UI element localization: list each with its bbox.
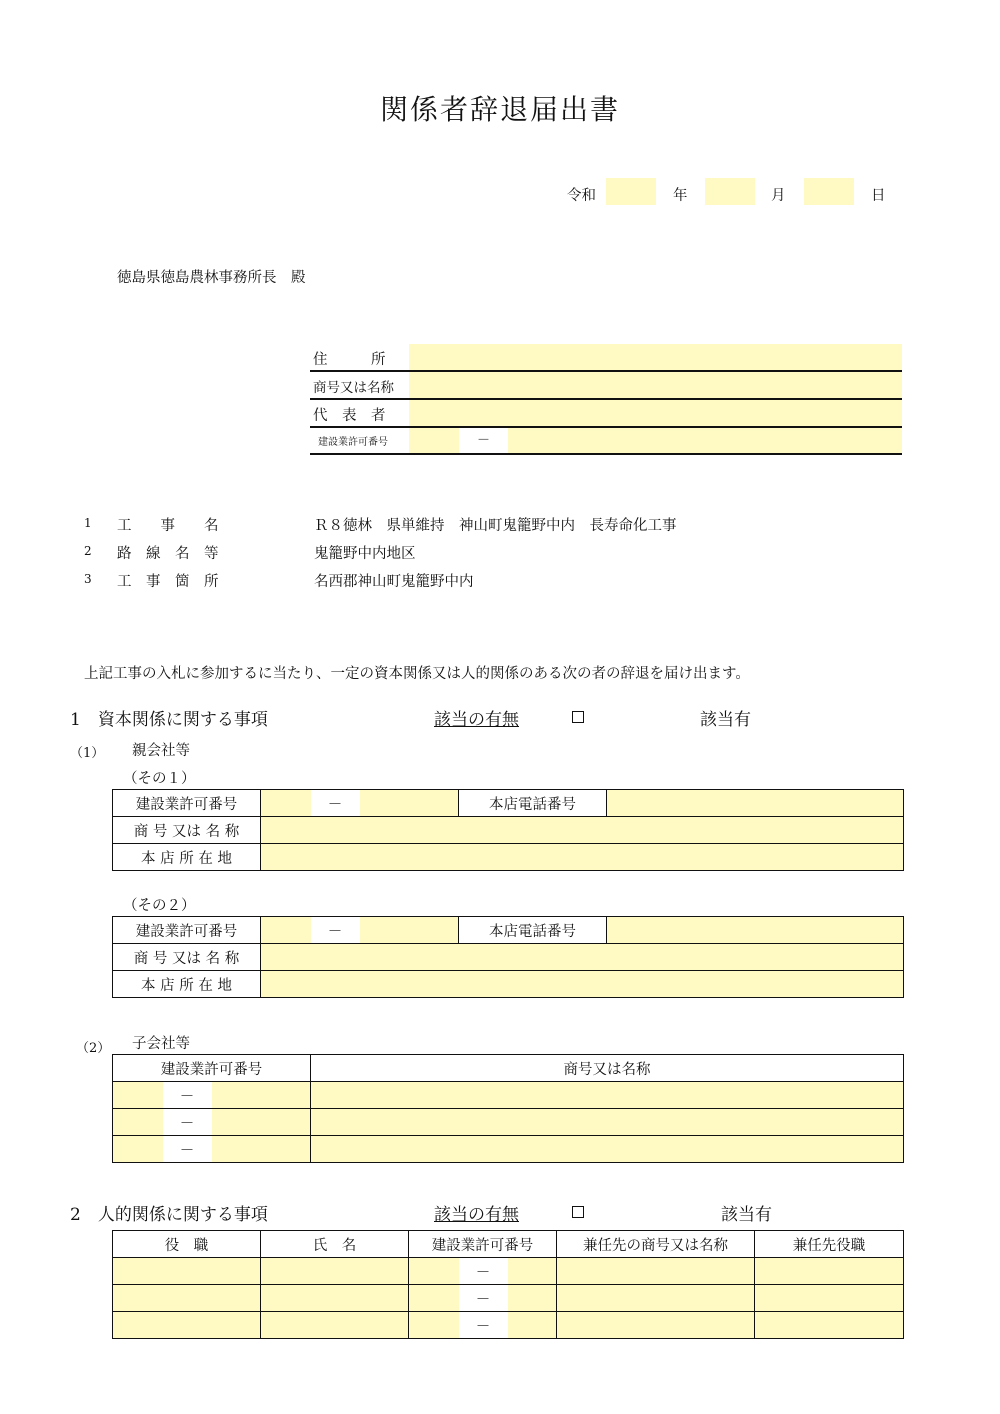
permit-dash: － <box>311 917 360 944</box>
applicant-permit-label: 建設業許可番号 <box>318 437 388 448</box>
permit-number-field[interactable] <box>212 1082 311 1109</box>
project-item-value: 鬼籠野中内地区 <box>314 546 416 562</box>
permit-prefix-field[interactable] <box>113 1082 163 1109</box>
header-concurrent-company: 兼任先の商号又は名称 <box>557 1231 755 1258</box>
section1-checkbox[interactable] <box>572 711 584 723</box>
project-item-value: 名西郡神山町鬼籠野中内 <box>314 574 474 590</box>
permit-prefix-field[interactable] <box>113 1109 163 1136</box>
addressee: 徳島県徳島農林事務所長 殿 <box>117 270 306 286</box>
sub2-label: （2） <box>76 1041 111 1056</box>
person-name-field[interactable] <box>261 1258 409 1285</box>
table-row <box>113 1109 904 1136</box>
statement: 上記工事の入札に参加するに当たり、一定の資本関係又は人的関係のある次の者の辞退を届け出ます。 <box>84 666 750 682</box>
concurrent-company-field[interactable] <box>557 1285 755 1312</box>
person-name-field[interactable] <box>261 1285 409 1312</box>
permit-dash: － <box>163 1082 212 1109</box>
date-year-field[interactable] <box>606 178 656 205</box>
project-item-no: 2 <box>84 544 92 558</box>
document-title: 関係者辞退届出書 <box>379 93 620 126</box>
applicant-rep-label: 代 表 者 <box>313 408 386 424</box>
subsidiary-name-header: 商号又は名称 <box>311 1055 904 1082</box>
applicant-address-label: 住 所 <box>313 352 386 368</box>
section2-checkbox[interactable] <box>572 1206 584 1218</box>
location-field[interactable] <box>261 971 904 998</box>
section2-heading: 2 人的関係に関する事項 <box>70 1205 268 1225</box>
permit-label: 建設業許可番号 <box>113 917 261 944</box>
permit-number-field[interactable] <box>508 1258 557 1285</box>
concurrent-company-field[interactable] <box>557 1258 755 1285</box>
permit-number-field[interactable] <box>212 1109 311 1136</box>
project-item-no: 3 <box>84 572 92 586</box>
personnel-table <box>112 1230 904 1339</box>
applicant-address-field[interactable] <box>409 344 902 370</box>
section2-applicable-label: 該当の有無 <box>434 1205 519 1225</box>
section1-heading: 1 資本関係に関する事項 <box>70 710 268 730</box>
permit-dash: － <box>459 1258 508 1285</box>
location-label: 本 店 所 在 地 <box>113 971 261 998</box>
date-day-label: 日 <box>871 188 886 204</box>
position-field[interactable] <box>113 1258 261 1285</box>
table-row <box>113 1285 904 1312</box>
permit-prefix-field[interactable] <box>409 1312 459 1339</box>
permit-prefix-field[interactable] <box>113 1136 163 1163</box>
applicant-permit-dash: － <box>476 433 490 448</box>
company-name-label: 商 号 又は 名 称 <box>113 944 261 971</box>
permit-dash: － <box>311 790 360 817</box>
permit-number-field[interactable] <box>212 1136 311 1163</box>
person-name-field[interactable] <box>261 1312 409 1339</box>
table-row <box>113 1082 904 1109</box>
parent1-table <box>112 789 904 871</box>
sub1-title: 親会社等 <box>132 743 190 759</box>
applicant-name-field[interactable] <box>409 372 902 398</box>
sub1-label: （1） <box>70 746 105 761</box>
subsidiary-table <box>112 1054 904 1163</box>
company-name-label: 商 号 又は 名 称 <box>113 817 261 844</box>
section1-applicable-value: 該当有 <box>700 710 751 730</box>
applicant-permit-prefix-field[interactable] <box>409 428 459 453</box>
phone-field[interactable] <box>607 790 904 817</box>
header-concurrent-position: 兼任先役職 <box>755 1231 904 1258</box>
project-item-no: 1 <box>84 516 92 530</box>
company-name-field[interactable] <box>311 1082 904 1109</box>
parent2-table <box>112 916 904 998</box>
concurrent-position-field[interactable] <box>755 1285 904 1312</box>
parent1-label: （その１） <box>123 771 196 787</box>
date-month-field[interactable] <box>705 178 755 205</box>
applicant-rep-field[interactable] <box>409 400 902 426</box>
section1-applicable-label: 該当の有無 <box>434 710 519 730</box>
permit-number-field[interactable] <box>360 790 459 817</box>
table-row <box>113 1312 904 1339</box>
permit-prefix-field[interactable] <box>409 1258 459 1285</box>
permit-dash: － <box>163 1136 212 1163</box>
position-field[interactable] <box>113 1312 261 1339</box>
sub2-title: 子会社等 <box>132 1036 190 1052</box>
location-field[interactable] <box>261 844 904 871</box>
date-month-label: 月 <box>771 188 786 204</box>
table-row <box>113 1136 904 1163</box>
phone-label: 本店電話番号 <box>459 790 607 817</box>
applicant-permit-number-field[interactable] <box>508 428 902 453</box>
permit-number-field[interactable] <box>360 917 459 944</box>
company-name-field[interactable] <box>311 1109 904 1136</box>
project-item-label: 工 事 名 <box>117 518 219 534</box>
permit-number-field[interactable] <box>508 1285 557 1312</box>
company-name-field[interactable] <box>261 944 904 971</box>
date-year-label: 年 <box>673 188 688 204</box>
permit-prefix-field[interactable] <box>261 917 311 944</box>
concurrent-position-field[interactable] <box>755 1312 904 1339</box>
company-name-field[interactable] <box>261 817 904 844</box>
permit-dash: － <box>163 1109 212 1136</box>
permit-prefix-field[interactable] <box>261 790 311 817</box>
company-name-field[interactable] <box>311 1136 904 1163</box>
applicant-name-label: 商号又は名称 <box>313 380 394 396</box>
location-label: 本 店 所 在 地 <box>113 844 261 871</box>
date-era: 令和 <box>567 188 596 204</box>
project-item-label: 路 線 名 等 <box>117 546 219 562</box>
permit-prefix-field[interactable] <box>409 1285 459 1312</box>
date-day-field[interactable] <box>804 178 854 205</box>
header-position: 役 職 <box>113 1231 261 1258</box>
table-row <box>113 1258 904 1285</box>
concurrent-position-field[interactable] <box>755 1258 904 1285</box>
permit-number-field[interactable] <box>508 1312 557 1339</box>
permit-dash: － <box>459 1285 508 1312</box>
permit-dash: － <box>459 1312 508 1339</box>
phone-label: 本店電話番号 <box>459 917 607 944</box>
subsidiary-permit-header: 建設業許可番号 <box>113 1055 311 1082</box>
section2-applicable-value: 該当有 <box>721 1205 772 1225</box>
project-item-label: 工 事 箇 所 <box>117 574 219 590</box>
header-permit: 建設業許可番号 <box>409 1231 557 1258</box>
header-name: 氏 名 <box>261 1231 409 1258</box>
project-item-value: Ｒ８徳林 県単維持 神山町鬼籠野中内 長寿命化工事 <box>314 518 677 534</box>
parent2-label: （その２） <box>123 898 196 914</box>
phone-field[interactable] <box>607 917 904 944</box>
position-field[interactable] <box>113 1285 261 1312</box>
permit-label: 建設業許可番号 <box>113 790 261 817</box>
concurrent-company-field[interactable] <box>557 1312 755 1339</box>
